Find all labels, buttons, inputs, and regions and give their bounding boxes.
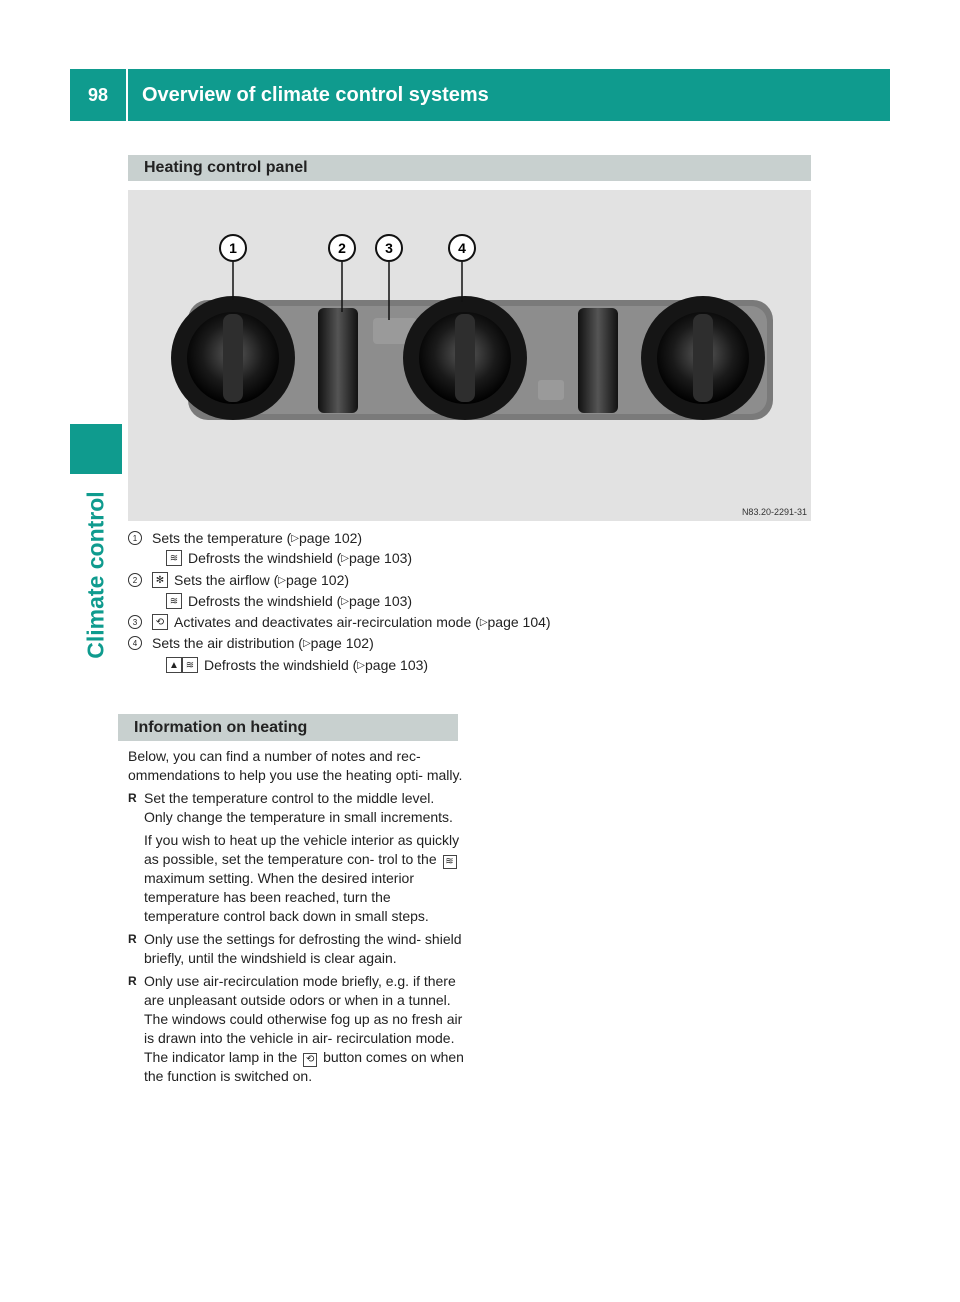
bullet-text: Only use the settings for defrosting the wind- shield briefly, until the windshield is clear again. [144, 931, 462, 966]
page-ref-arrow-icon: ▷ [341, 595, 349, 607]
legend-item-3 [128, 612, 551, 632]
callout-4 [449, 235, 475, 261]
legend-ref-4: page 102) [310, 635, 374, 651]
svg-text:3: 3 [385, 240, 393, 256]
page-ref-arrow-icon: ▷ [341, 552, 349, 564]
page-number: 98 [87, 84, 109, 105]
callout-2 [329, 235, 355, 261]
bullet-temperature [128, 789, 464, 827]
bullet-sub-text-b: maximum setting. When the desired interior temperature has been reached, turn the temperature control back down in small steps. [144, 870, 429, 924]
recirculation-icon: ⟲ [152, 614, 168, 630]
bullet-defrost [128, 930, 464, 968]
airflow-fan-icon: ✻ [152, 572, 168, 588]
legend-text-2: Sets the airflow ( [174, 572, 279, 588]
legend-item-4 [128, 633, 374, 653]
windshield-defrost-icon: ≋ [182, 657, 198, 673]
section-heading-info-heating: Information on heating [118, 714, 458, 741]
header-divider [126, 69, 128, 121]
right-wheel [578, 308, 618, 413]
callout-1 [220, 235, 246, 261]
body-text [128, 747, 464, 1086]
legend-number-3: 3 [128, 615, 142, 629]
side-tab-label: Climate control [82, 491, 109, 659]
svg-text:2: 2 [338, 240, 346, 256]
legend-text-3: Activates and deactivates air-recirculation mode ( [174, 614, 480, 630]
legend-ref-3: page 104) [487, 614, 551, 630]
legend-text-4: Sets the air distribution ( [152, 635, 303, 651]
legend-text-1b: Defrosts the windshield ( [188, 550, 342, 566]
page-ref-arrow-icon: ▷ [291, 532, 299, 544]
legend-number-2: 2 [128, 573, 142, 587]
legend-ref-2b: page 103) [349, 593, 413, 609]
legend-item-1 [128, 528, 362, 548]
page-ref-arrow-icon: ▷ [479, 616, 488, 628]
page-ref-arrow-icon: ▷ [302, 637, 311, 649]
airflow-wheel [318, 308, 358, 413]
legend-item-2b [166, 591, 412, 611]
bullet-recirculation [128, 972, 464, 1086]
legend-text-4b: Defrosts the windshield ( [204, 657, 358, 673]
legend-number-4: 4 [128, 636, 142, 650]
windshield-up-arrow-icon: ▲ [166, 657, 182, 673]
windshield-defrost-icon: ≋ [443, 855, 457, 869]
bullet-temperature-sub [128, 831, 464, 926]
section-heading-heating-panel: Heating control panel [128, 155, 811, 181]
intro-paragraph: Below, you can find a number of notes and rec- ommendations to help you use the heating opti- mally. [128, 748, 463, 783]
svg-text:1: 1 [229, 240, 237, 256]
legend-item-2 [128, 570, 349, 590]
control-panel-illustration [128, 190, 811, 521]
bullet-text-b: button comes on when the function is switched on. [144, 1049, 464, 1084]
legend-number-1: 1 [128, 531, 142, 545]
windshield-defrost-icon: ≋ [166, 593, 182, 609]
legend-ref-2: page 102) [285, 572, 350, 588]
bullet-sub-text-a: If you wish to heat up the vehicle interior as quickly as possible, set the temperature con- trol to the [144, 832, 460, 867]
legend-ref-1: page 102) [299, 530, 363, 546]
legend-text-2b: Defrosts the windshield ( [188, 593, 342, 609]
page-ref-arrow-icon: ▷ [357, 659, 365, 671]
side-tab-marker [70, 424, 122, 474]
legend-ref-1b: page 103) [349, 550, 413, 566]
legend-ref-4b: page 103) [365, 657, 429, 673]
bullet-text-a: Only use air-recirculation mode briefly, e.g. if there are unpleasant outside odors or when in a tunnel. The windows could otherwise fog up as no fresh air is drawn into the vehicle in air- recirculation mode. The indicator lamp in the [144, 973, 463, 1065]
page-title: Overview of climate control systems [142, 83, 489, 106]
legend-text-1: Sets the temperature ( [152, 530, 292, 546]
recirculation-icon: ⟲ [303, 1053, 317, 1067]
svg-text:4: 4 [458, 240, 466, 256]
windshield-defrost-icon: ≋ [166, 550, 182, 566]
bullet-text: Set the temperature control to the middle level. Only change the temperature in small increments. [144, 790, 453, 825]
page-ref-arrow-icon: ▷ [278, 574, 286, 586]
control-panel-figure [128, 190, 811, 521]
callout-3 [376, 235, 402, 261]
legend-item-1b [166, 548, 412, 568]
legend-item-4b [166, 655, 428, 675]
figure-code: N83.20-2291-31 [741, 507, 807, 517]
